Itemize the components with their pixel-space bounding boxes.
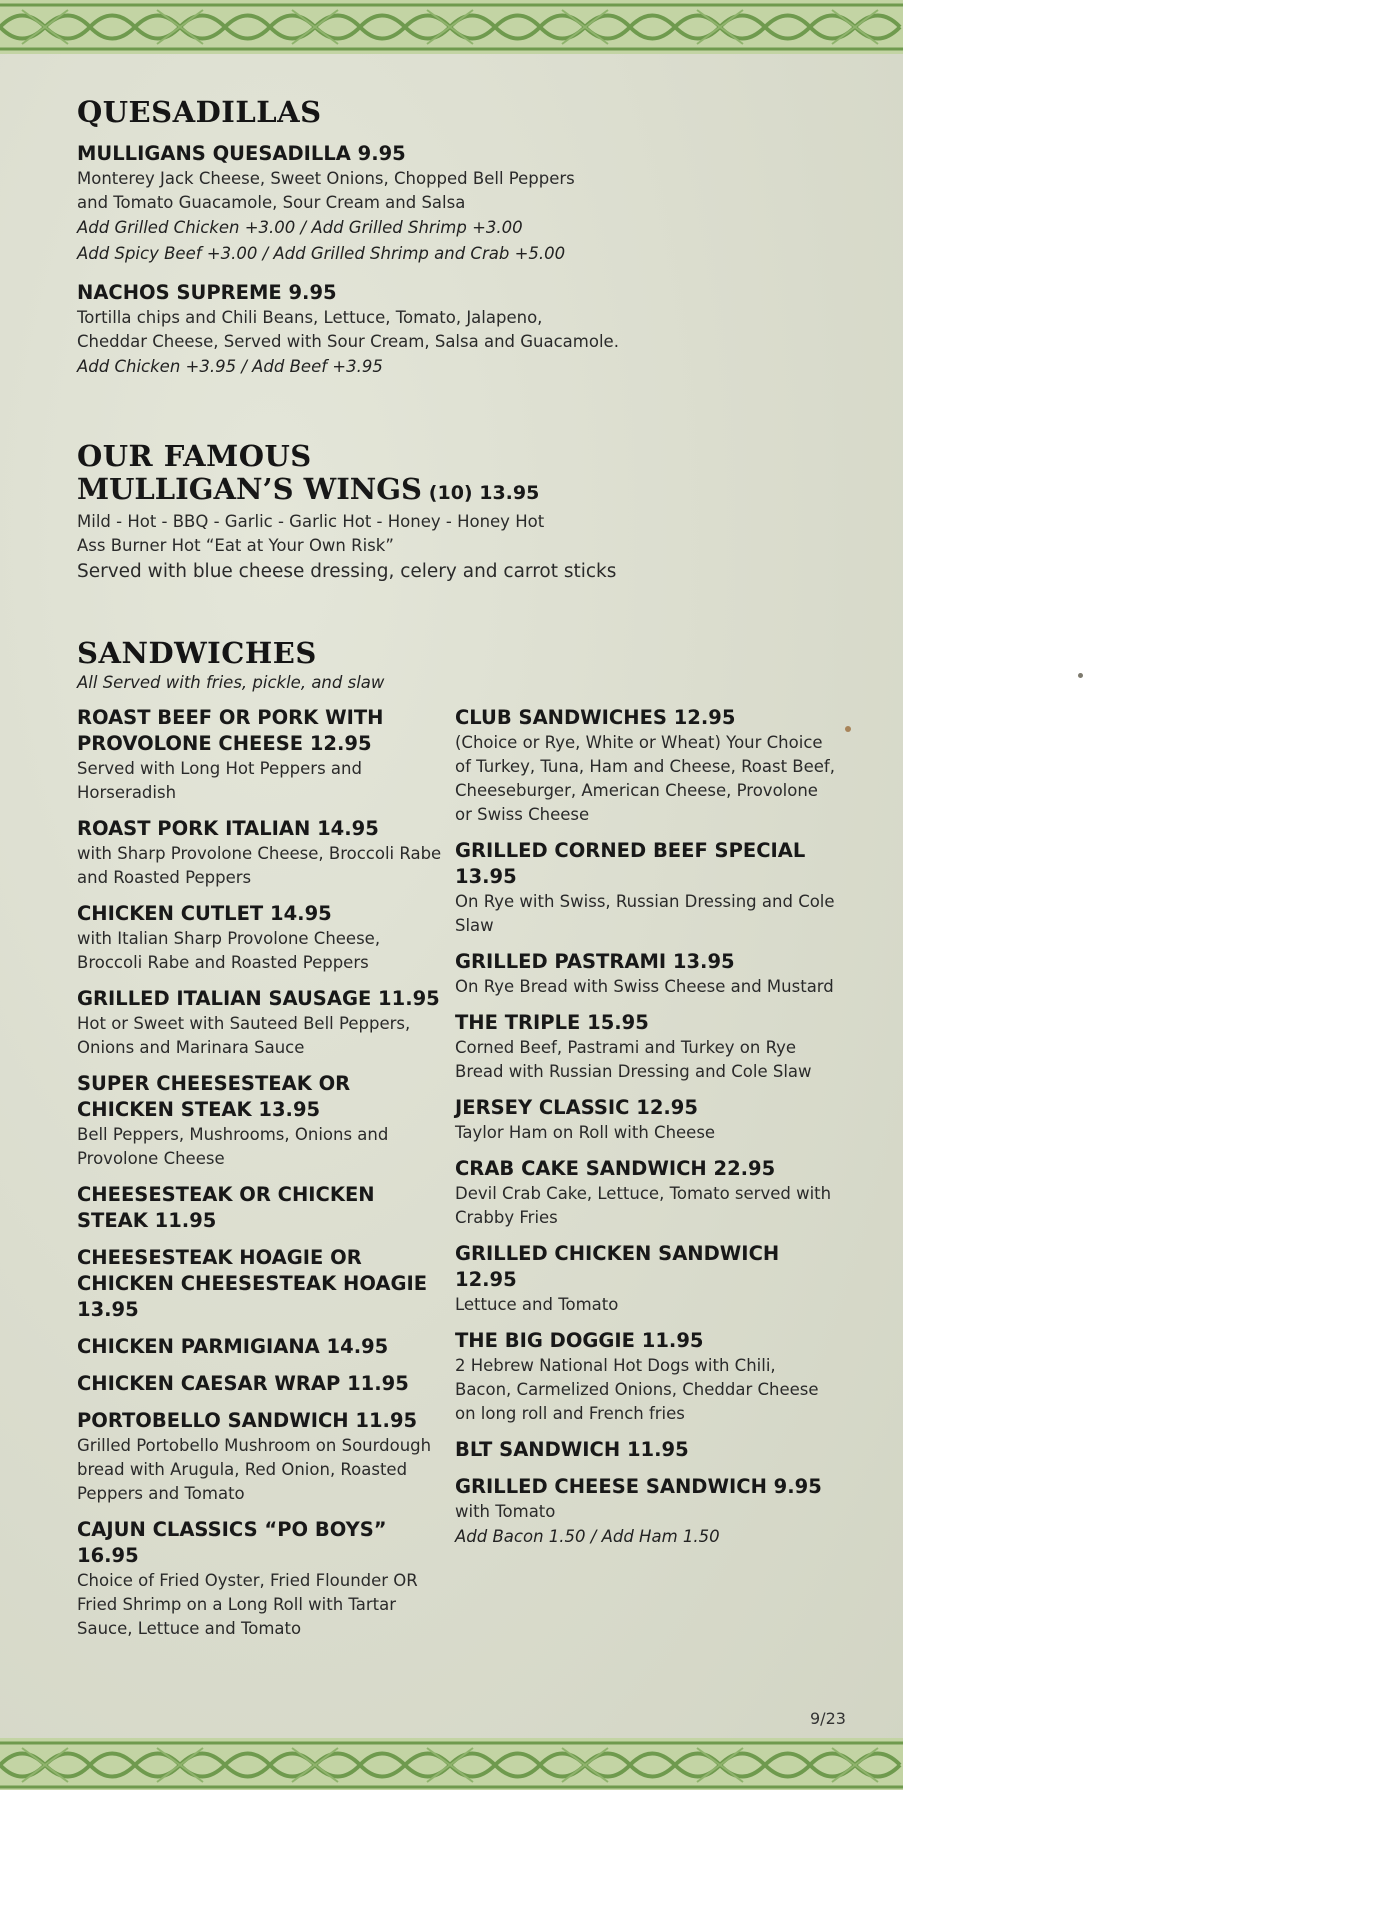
item-addon-note: Add Spicy Beef +3.00 / Add Grilled Shrimp and Crab +5.00 xyxy=(77,244,566,263)
sandwich-item xyxy=(77,705,447,805)
sandwich-title: BLT SANDWICH 11.95 xyxy=(455,1438,689,1461)
nachos-supreme-item xyxy=(77,280,837,380)
wings-heading-line2: MULLIGAN’S WINGS xyxy=(77,472,422,506)
wings-heading-line1: OUR FAMOUS xyxy=(77,439,312,473)
sandwich-title: ROAST PORK ITALIAN 14.95 xyxy=(77,817,379,840)
sandwich-item xyxy=(455,1010,835,1084)
sandwich-item xyxy=(455,1328,835,1426)
sandwich-title: CHICKEN PARMIGIANA 14.95 xyxy=(77,1335,389,1358)
sandwich-description: Hot or Sweet with Sauteed Bell Peppers, Onions and Marinara Sauce xyxy=(77,1014,411,1057)
sandwich-item xyxy=(77,1371,447,1397)
sandwich-description: Corned Beef, Pastrami and Turkey on Rye Bread with Russian Dressing and Cole Slaw xyxy=(455,1038,812,1081)
sandwich-description: Bell Peppers, Mushrooms, Onions and Provolone Cheese xyxy=(77,1125,389,1168)
sandwich-description: Devil Crab Cake, Lettuce, Tomato served with Crabby Fries xyxy=(455,1184,832,1227)
sandwich-title: GRILLED CORNED BEEF SPECIAL 13.95 xyxy=(455,839,806,888)
sandwich-item xyxy=(77,1517,447,1641)
sandwich-title: GRILLED CHEESE SANDWICH 9.95 xyxy=(455,1475,822,1498)
sandwich-title: GRILLED ITALIAN SAUSAGE 11.95 xyxy=(77,987,440,1010)
wings-item xyxy=(77,472,837,586)
sandwich-description: On Rye Bread with Swiss Cheese and Mustard xyxy=(455,977,834,996)
sandwich-addon-note: Add Bacon 1.50 / Add Ham 1.50 xyxy=(455,1527,720,1546)
sandwich-item xyxy=(455,1156,835,1230)
celtic-border-top xyxy=(0,0,903,54)
quesadillas-heading: QUESADILLAS xyxy=(77,95,322,129)
wings-price: (10) 13.95 xyxy=(428,482,540,504)
sandwich-item xyxy=(77,901,447,975)
sandwich-description: Lettuce and Tomato xyxy=(455,1295,619,1314)
sandwich-description: with Italian Sharp Provolone Cheese, Broccoli Rabe and Roasted Peppers xyxy=(77,929,381,972)
sandwich-item xyxy=(455,838,835,938)
sandwich-description: with Sharp Provolone Cheese, Broccoli Rabe and Roasted Peppers xyxy=(77,844,442,887)
sandwich-title: CRAB CAKE SANDWICH 22.95 xyxy=(455,1157,776,1180)
sandwich-item xyxy=(77,986,447,1060)
sandwiches-subtitle: All Served with fries, pickle, and slaw xyxy=(77,673,385,692)
wings-flavors: Mild - Hot - BBQ - Garlic - Garlic Hot - Honey - Honey Hot xyxy=(77,512,545,531)
sandwich-item xyxy=(455,1474,835,1550)
sandwich-item xyxy=(77,1182,447,1234)
wings-served-with: Served with blue cheese dressing, celery and carrot sticks xyxy=(77,561,617,582)
item-title: MULLIGANS QUESADILLA 9.95 xyxy=(77,142,406,165)
sandwich-item xyxy=(77,816,447,890)
scan-speck xyxy=(845,726,851,732)
item-addon-note: Add Chicken +3.95 / Add Beef +3.95 xyxy=(77,357,383,376)
sandwich-description: Grilled Portobello Mushroom on Sourdough bread with Arugula, Red Onion, Roasted Peppers and Tomato xyxy=(77,1436,432,1503)
mulligans-quesadilla-item xyxy=(77,141,837,267)
sandwiches-heading: SANDWICHES xyxy=(77,636,317,670)
item-description: Cheddar Cheese, Served with Sour Cream, Salsa and Guacamole. xyxy=(77,332,619,351)
page-number: 9/23 xyxy=(810,1709,846,1728)
item-addon-note: Add Grilled Chicken +3.00 / Add Grilled Shrimp +3.00 xyxy=(77,218,523,237)
sandwich-description: (Choice or Rye, White or Wheat) Your Choice of Turkey, Tuna, Ham and Cheese, Roast Beef, Cheeseburger, American Cheese, Provolone or Swiss Cheese xyxy=(455,733,835,824)
sandwich-title: PORTOBELLO SANDWICH 11.95 xyxy=(77,1409,418,1432)
sandwich-description: with Tomato xyxy=(455,1502,556,1521)
item-title: NACHOS SUPREME 9.95 xyxy=(77,281,337,304)
sandwich-item xyxy=(455,705,835,827)
sandwich-title: ROAST BEEF OR PORK WITH PROVOLONE CHEESE 12.95 xyxy=(77,706,384,755)
wings-flavors-extra: Ass Burner Hot “Eat at Your Own Risk” xyxy=(77,536,394,555)
sandwich-description: Choice of Fried Oyster, Fried Flounder OR Fried Shrimp on a Long Roll with Tartar Sauce, Lettuce and Tomato xyxy=(77,1571,418,1638)
sandwich-title: SUPER CHEESESTEAK OR CHICKEN STEAK 13.95 xyxy=(77,1072,351,1121)
sandwich-item xyxy=(77,1408,447,1506)
sandwich-title: GRILLED PASTRAMI 13.95 xyxy=(455,950,735,973)
sandwiches-right-column xyxy=(455,705,835,1561)
sandwich-description: Served with Long Hot Peppers and Horseradish xyxy=(77,759,362,802)
sandwich-description: On Rye with Swiss, Russian Dressing and Cole Slaw xyxy=(455,892,835,935)
sandwich-title: JERSEY CLASSIC 12.95 xyxy=(455,1096,698,1119)
sandwich-title: CAJUN CLASSICS “PO BOYS” 16.95 xyxy=(77,1518,387,1567)
sandwich-title: CHICKEN CUTLET 14.95 xyxy=(77,902,332,925)
sandwich-item xyxy=(455,1437,835,1463)
item-description: and Tomato Guacamole, Sour Cream and Salsa xyxy=(77,193,466,212)
sandwich-title: CHEESESTEAK HOAGIE OR CHICKEN CHEESESTEAK HOAGIE 13.95 xyxy=(77,1246,428,1321)
sandwich-item xyxy=(455,1241,835,1317)
sandwich-title: THE BIG DOGGIE 11.95 xyxy=(455,1329,704,1352)
scan-speck xyxy=(1078,673,1083,678)
item-description: Tortilla chips and Chili Beans, Lettuce, Tomato, Jalapeno, xyxy=(77,308,543,327)
sandwich-item xyxy=(455,1095,835,1145)
sandwich-title: CHEESESTEAK OR CHICKEN STEAK 11.95 xyxy=(77,1183,375,1232)
celtic-border-bottom xyxy=(0,1738,903,1790)
sandwiches-left-column xyxy=(77,705,447,1652)
sandwich-title: CLUB SANDWICHES 12.95 xyxy=(455,706,736,729)
sandwich-title: GRILLED CHICKEN SANDWICH 12.95 xyxy=(455,1242,780,1291)
sandwich-item xyxy=(77,1071,447,1171)
sandwich-item xyxy=(77,1334,447,1360)
sandwich-item xyxy=(77,1245,447,1323)
sandwich-description: 2 Hebrew National Hot Dogs with Chili, Bacon, Carmelized Onions, Cheddar Cheese on long roll and French fries xyxy=(455,1356,819,1423)
sandwich-description: Taylor Ham on Roll with Cheese xyxy=(455,1123,716,1142)
sandwich-item xyxy=(455,949,835,999)
item-description: Monterey Jack Cheese, Sweet Onions, Chopped Bell Peppers xyxy=(77,169,575,188)
sandwich-title: CHICKEN CAESAR WRAP 11.95 xyxy=(77,1372,409,1395)
sandwich-title: THE TRIPLE 15.95 xyxy=(455,1011,649,1034)
